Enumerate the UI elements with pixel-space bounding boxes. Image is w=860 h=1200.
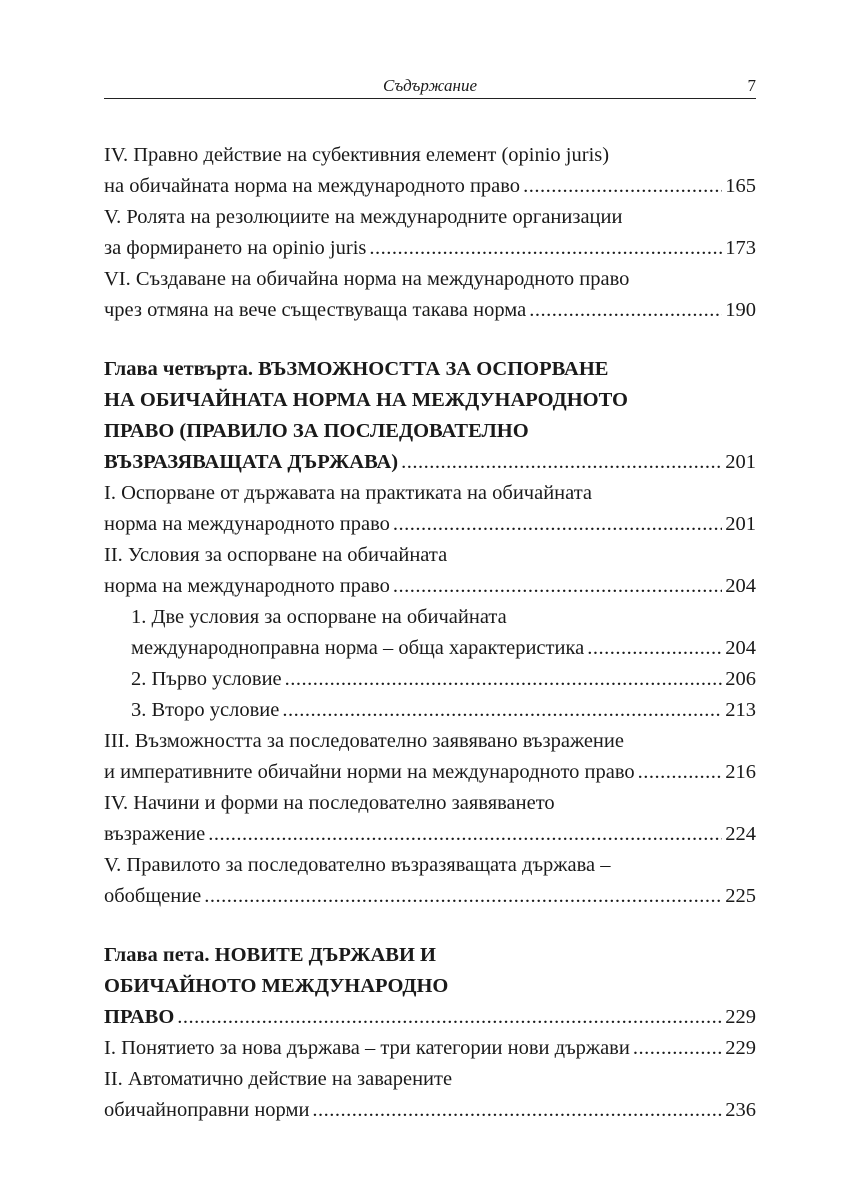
- leader-dots: [393, 509, 722, 540]
- toc-section-heading: II. Условия за оспорване на обичайната: [104, 544, 448, 566]
- leader-dots: [401, 447, 722, 478]
- toc-page-number: 229: [725, 1006, 756, 1028]
- toc-page-number: 206: [725, 668, 756, 690]
- toc-page-number: 201: [725, 513, 756, 535]
- chapter-heading: НА ОБИЧАЙНАТА НОРМА НА МЕЖДУНАРОДНОТО: [104, 389, 628, 411]
- chapter-heading: ПРАВО (ПРАВИЛО ЗА ПОСЛЕДОВАТЕЛНО: [104, 420, 529, 442]
- toc-page-number: 216: [725, 761, 756, 783]
- leader-dots: [204, 881, 722, 912]
- leader-dots: [638, 757, 723, 788]
- leader-dots: [587, 633, 722, 664]
- chapter-heading: ОБИЧАЙНОТО МЕЖДУНАРОДНО: [104, 975, 449, 997]
- leader-dots: [282, 695, 722, 726]
- toc-page-number: 229: [725, 1037, 756, 1059]
- toc-page-number: 236: [725, 1099, 756, 1121]
- toc-entry[interactable]: норма на международното право ..... 201: [104, 509, 756, 540]
- leader-dots: [312, 1095, 722, 1126]
- toc-subsection-heading: 1. Две условия за оспорване на обичайната: [131, 606, 507, 628]
- toc-section-heading: II. Автоматично действие на заварените: [104, 1068, 453, 1090]
- toc-chapter-entry[interactable]: ВЪЗРАЗЯВАЩАТА ДЪРЖАВА) ..... 201: [104, 447, 756, 478]
- toc-section-heading: I. Оспорване от държавата на практиката на обичайната: [104, 482, 593, 504]
- leader-dots: [177, 1002, 722, 1033]
- chapter-heading: Глава пета. НОВИТЕ ДЪРЖАВИ И: [104, 944, 436, 966]
- leader-dots: [523, 171, 722, 202]
- toc-chapter-entry[interactable]: ПРАВО ..... 229: [104, 1002, 756, 1033]
- toc-entry[interactable]: I. Понятието за нова държава – три категории нови държави ..... 229: [104, 1033, 756, 1064]
- toc-entry[interactable]: обобщение ..... 225: [104, 881, 756, 912]
- toc-entry[interactable]: обичайноправни норми ..... 236: [104, 1095, 756, 1126]
- page-number: 7: [747, 76, 756, 95]
- toc-page-number: 224: [725, 823, 756, 845]
- toc-page-number: 204: [725, 637, 756, 659]
- leader-dots: [208, 819, 722, 850]
- toc-entry[interactable]: за формирането на opinio juris ..... 173: [104, 233, 756, 264]
- toc-entry[interactable]: възражение ..... 224: [104, 819, 756, 850]
- chapter-heading: Глава четвърта. ВЪЗМОЖНОСТТА ЗА ОСПОРВАНЕ: [104, 358, 609, 380]
- toc-page-number: 173: [725, 237, 756, 259]
- toc-subentry[interactable]: 2. Първо условие ..... 206: [104, 664, 756, 695]
- toc-entry[interactable]: и императивните обичайни норми на международното право ..... 216: [104, 757, 756, 788]
- toc-page-number: 225: [725, 885, 756, 907]
- toc-entry[interactable]: норма на международното право ..... 204: [104, 571, 756, 602]
- leader-dots: [285, 664, 723, 695]
- toc-section-heading: III. Възможността за последователно заявявано възражение: [104, 730, 624, 752]
- running-header-title: Съдържание: [382, 76, 477, 95]
- leader-dots: [369, 233, 722, 264]
- toc-section-heading: VI. Създаване на обичайна норма на международното право: [104, 268, 630, 290]
- leader-dots: [529, 295, 722, 326]
- toc-subentry[interactable]: международноправна норма – обща характеристика ..... 204: [104, 633, 756, 664]
- toc-subentry[interactable]: 3. Второ условие ..... 213: [104, 695, 756, 726]
- toc-page-number: 213: [725, 699, 756, 721]
- leader-dots: [633, 1033, 722, 1064]
- toc-section-heading: V. Правилото за последователно възразяващата държава –: [104, 854, 611, 876]
- toc-section-heading: IV. Правно действие на субективния елемент (opinio juris): [104, 144, 610, 166]
- toc-entry[interactable]: на обичайната норма на международното право ..... 165: [104, 171, 756, 202]
- leader-dots: [393, 571, 722, 602]
- running-header: [104, 74, 756, 99]
- table-of-contents: [104, 140, 756, 1126]
- toc-section-heading: IV. Начини и форми на последователно заявяването: [104, 792, 555, 814]
- toc-section-heading: V. Ролята на резолюциите на международните организации: [104, 206, 623, 228]
- toc-page-number: 190: [725, 299, 756, 321]
- toc-page-number: 204: [725, 575, 756, 597]
- toc-page-number: 201: [725, 451, 756, 473]
- toc-page-number: 165: [725, 175, 756, 197]
- toc-entry[interactable]: чрез отмяна на вече съществуваща такава норма ..... 190: [104, 295, 756, 326]
